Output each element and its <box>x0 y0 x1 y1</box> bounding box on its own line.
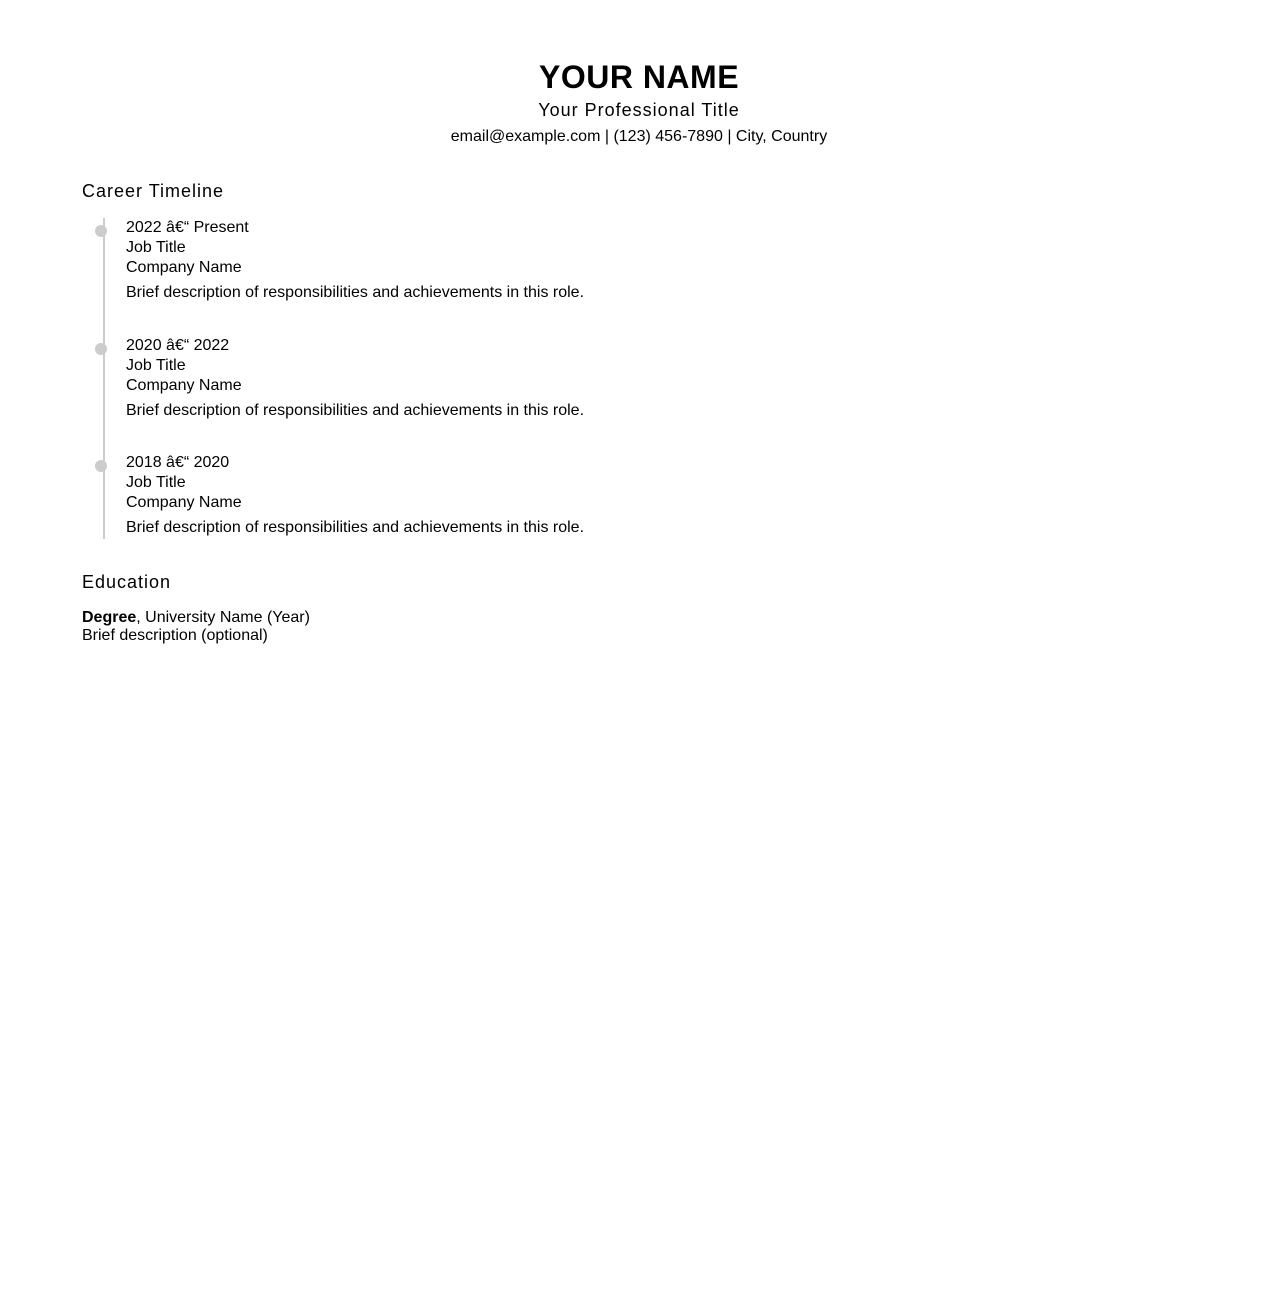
institution: , University Name (Year) <box>136 609 310 626</box>
item-job-title: Job Title <box>126 474 186 491</box>
education-description: Brief description (optional) <box>82 627 268 644</box>
item-company: Company Name <box>126 494 242 511</box>
education-entry <box>82 609 310 627</box>
timeline-item <box>126 453 584 538</box>
timeline-dot-icon <box>95 460 107 472</box>
degree: Degree <box>82 609 137 626</box>
item-job-title: Job Title <box>126 357 186 374</box>
career-section <box>82 180 224 202</box>
item-dates: 2020 â€“ 2022 <box>126 337 230 354</box>
timeline-line <box>103 218 105 539</box>
education-heading: Education <box>82 572 172 592</box>
item-description: Brief description of responsibilities and achievements in this role. <box>126 519 585 536</box>
timeline-dot-icon <box>95 225 107 237</box>
contact-info: email@example.com | (123) 456-7890 | City, Country <box>450 128 828 145</box>
education-section <box>82 571 310 645</box>
item-dates: 2022 â€“ Present <box>126 219 249 236</box>
item-job-title: Job Title <box>126 239 186 256</box>
item-company: Company Name <box>126 377 242 394</box>
career-heading: Career Timeline <box>82 181 225 201</box>
timeline-dot-icon <box>95 343 107 355</box>
name-heading: YOUR NAME <box>538 59 740 95</box>
item-dates: 2018 â€“ 2020 <box>126 454 230 471</box>
timeline-item <box>126 336 584 421</box>
item-company: Company Name <box>126 259 242 276</box>
item-description: Brief description of responsibilities and achievements in this role. <box>126 284 585 301</box>
resume-header <box>0 0 1278 147</box>
item-description: Brief description of responsibilities and achievements in this role. <box>126 402 585 419</box>
professional-title: Your Professional Title <box>538 100 740 120</box>
timeline-item <box>126 218 584 303</box>
